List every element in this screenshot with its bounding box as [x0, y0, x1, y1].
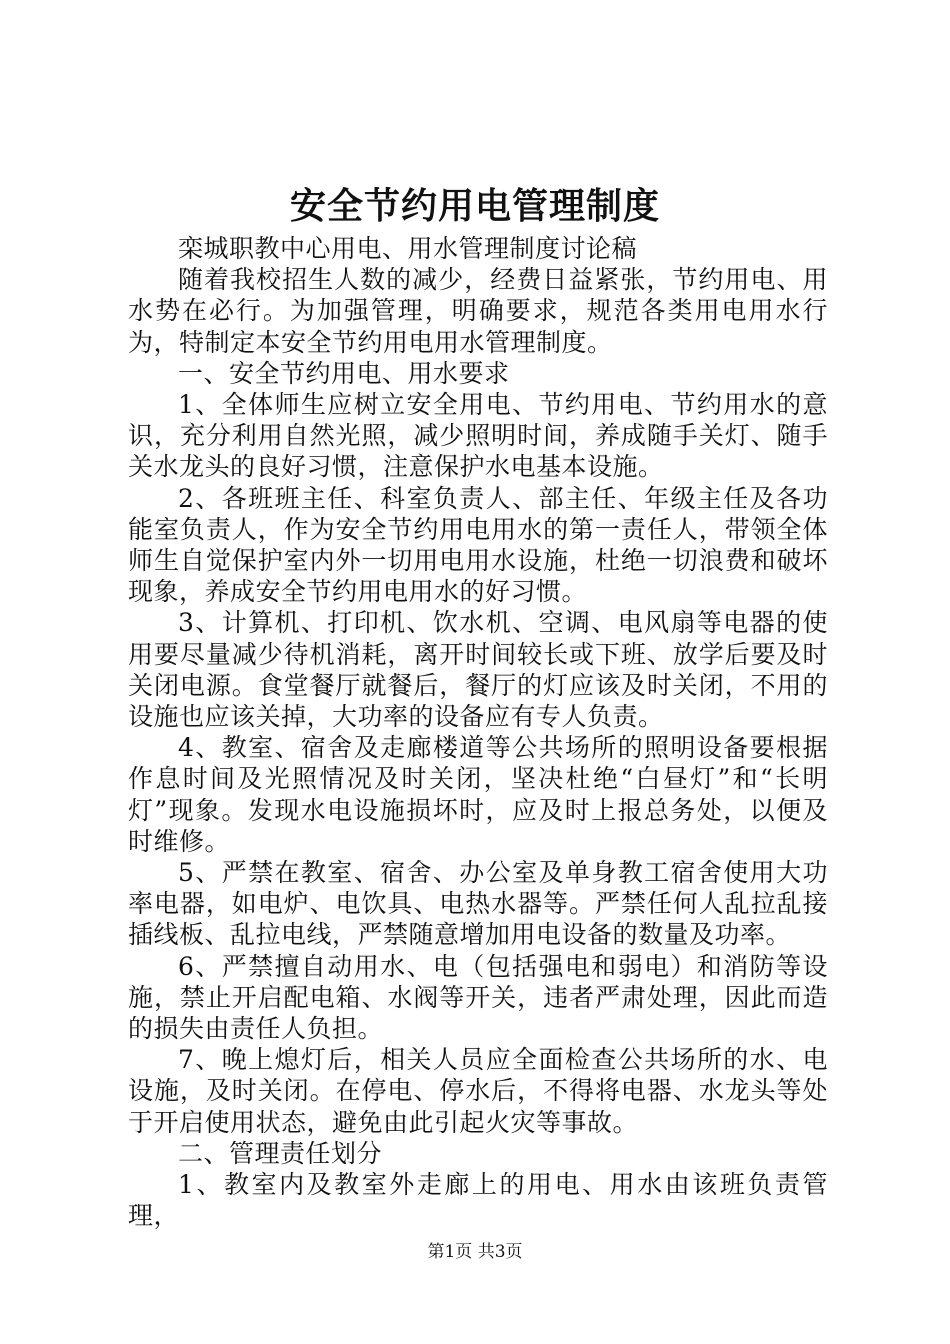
paragraph-item-1: 1、全体师生应树立安全用电、节约用电、节约用水的意识，充分利用自然光照，减少照明时间，养成随手关灯、随手关水龙头的良好习惯，注意保护水电基本设施。: [128, 390, 828, 482]
paragraph-section2-item-1: 1、教室内及教室外走廊上的用电、用水由该班负责管理，: [128, 1170, 828, 1231]
paragraph-item-5: 5、严禁在教室、宿舍、办公室及单身教工宿舍使用大功率电器，如电炉、电饮具、电热水器等。严禁任何人乱拉乱接插线板、乱拉电线，严禁随意增加用电设备的数量及功率。: [128, 858, 828, 950]
paragraph-item-3: 3、计算机、打印机、饮水机、空调、电风扇等电器的使用要尽量减少待机消耗，离开时间较长或下班、放学后要及时关闭电源。食堂餐厅就餐后，餐厅的灯应该及时关闭，不用的设施也应该关掉，大功率的设备应有专人负责。: [128, 608, 828, 732]
document-body: [128, 233, 828, 1232]
document-title: 安全节约用电管理制度: [289, 186, 660, 227]
paragraph-item-2: 2、各班班主任、科室负责人、部主任、年级主任及各功能室负责人，作为安全节约用电用水的第一责任人，带领全体师生自觉保护室内外一切用电用水设施，杜绝一切浪费和破坏现象，养成安全节约用电用水的好习惯。: [128, 483, 828, 607]
section-heading-1: 一、安全节约用电、用水要求: [178, 358, 510, 388]
paragraph-item-7: 7、晚上熄灯后，相关人员应全面检查公共场所的水、电设施，及时关闭。在停电、停水后，不得将电器、水龙头等处于开启使用状态，避免由此引起火灾等事故。: [128, 1045, 828, 1137]
paragraph-item-4: 4、教室、宿舍及走廊楼道等公共场所的照明设备要根据作息时间及光照情况及时关闭，坚决杜绝“白昼灯”和“长明灯”现象。发现水电设施损坏时，应及时上报总务处，以便及时维修。: [128, 733, 828, 856]
paragraph-subtitle: 栾城职教中心用电、用水管理制度讨论稿: [178, 234, 638, 263]
paragraph-intro: 随着我校招生人数的减少，经费日益紧张，节约用电、用水势在必行。为加强管理，明确要求，规范各类用电用水行为，特制定本安全节约用电用水管理制度。: [128, 265, 828, 357]
paragraph-item-6: 6、严禁擅自动用水、电（包括强电和弱电）和消防等设施，禁止开启配电箱、水阀等开关，违者严肃处理，因此而造的损失由责任人负担。: [128, 951, 828, 1044]
page-number: 第1页 共3页: [427, 1242, 523, 1262]
section-heading-2: 二、管理责任划分: [178, 1138, 383, 1168]
